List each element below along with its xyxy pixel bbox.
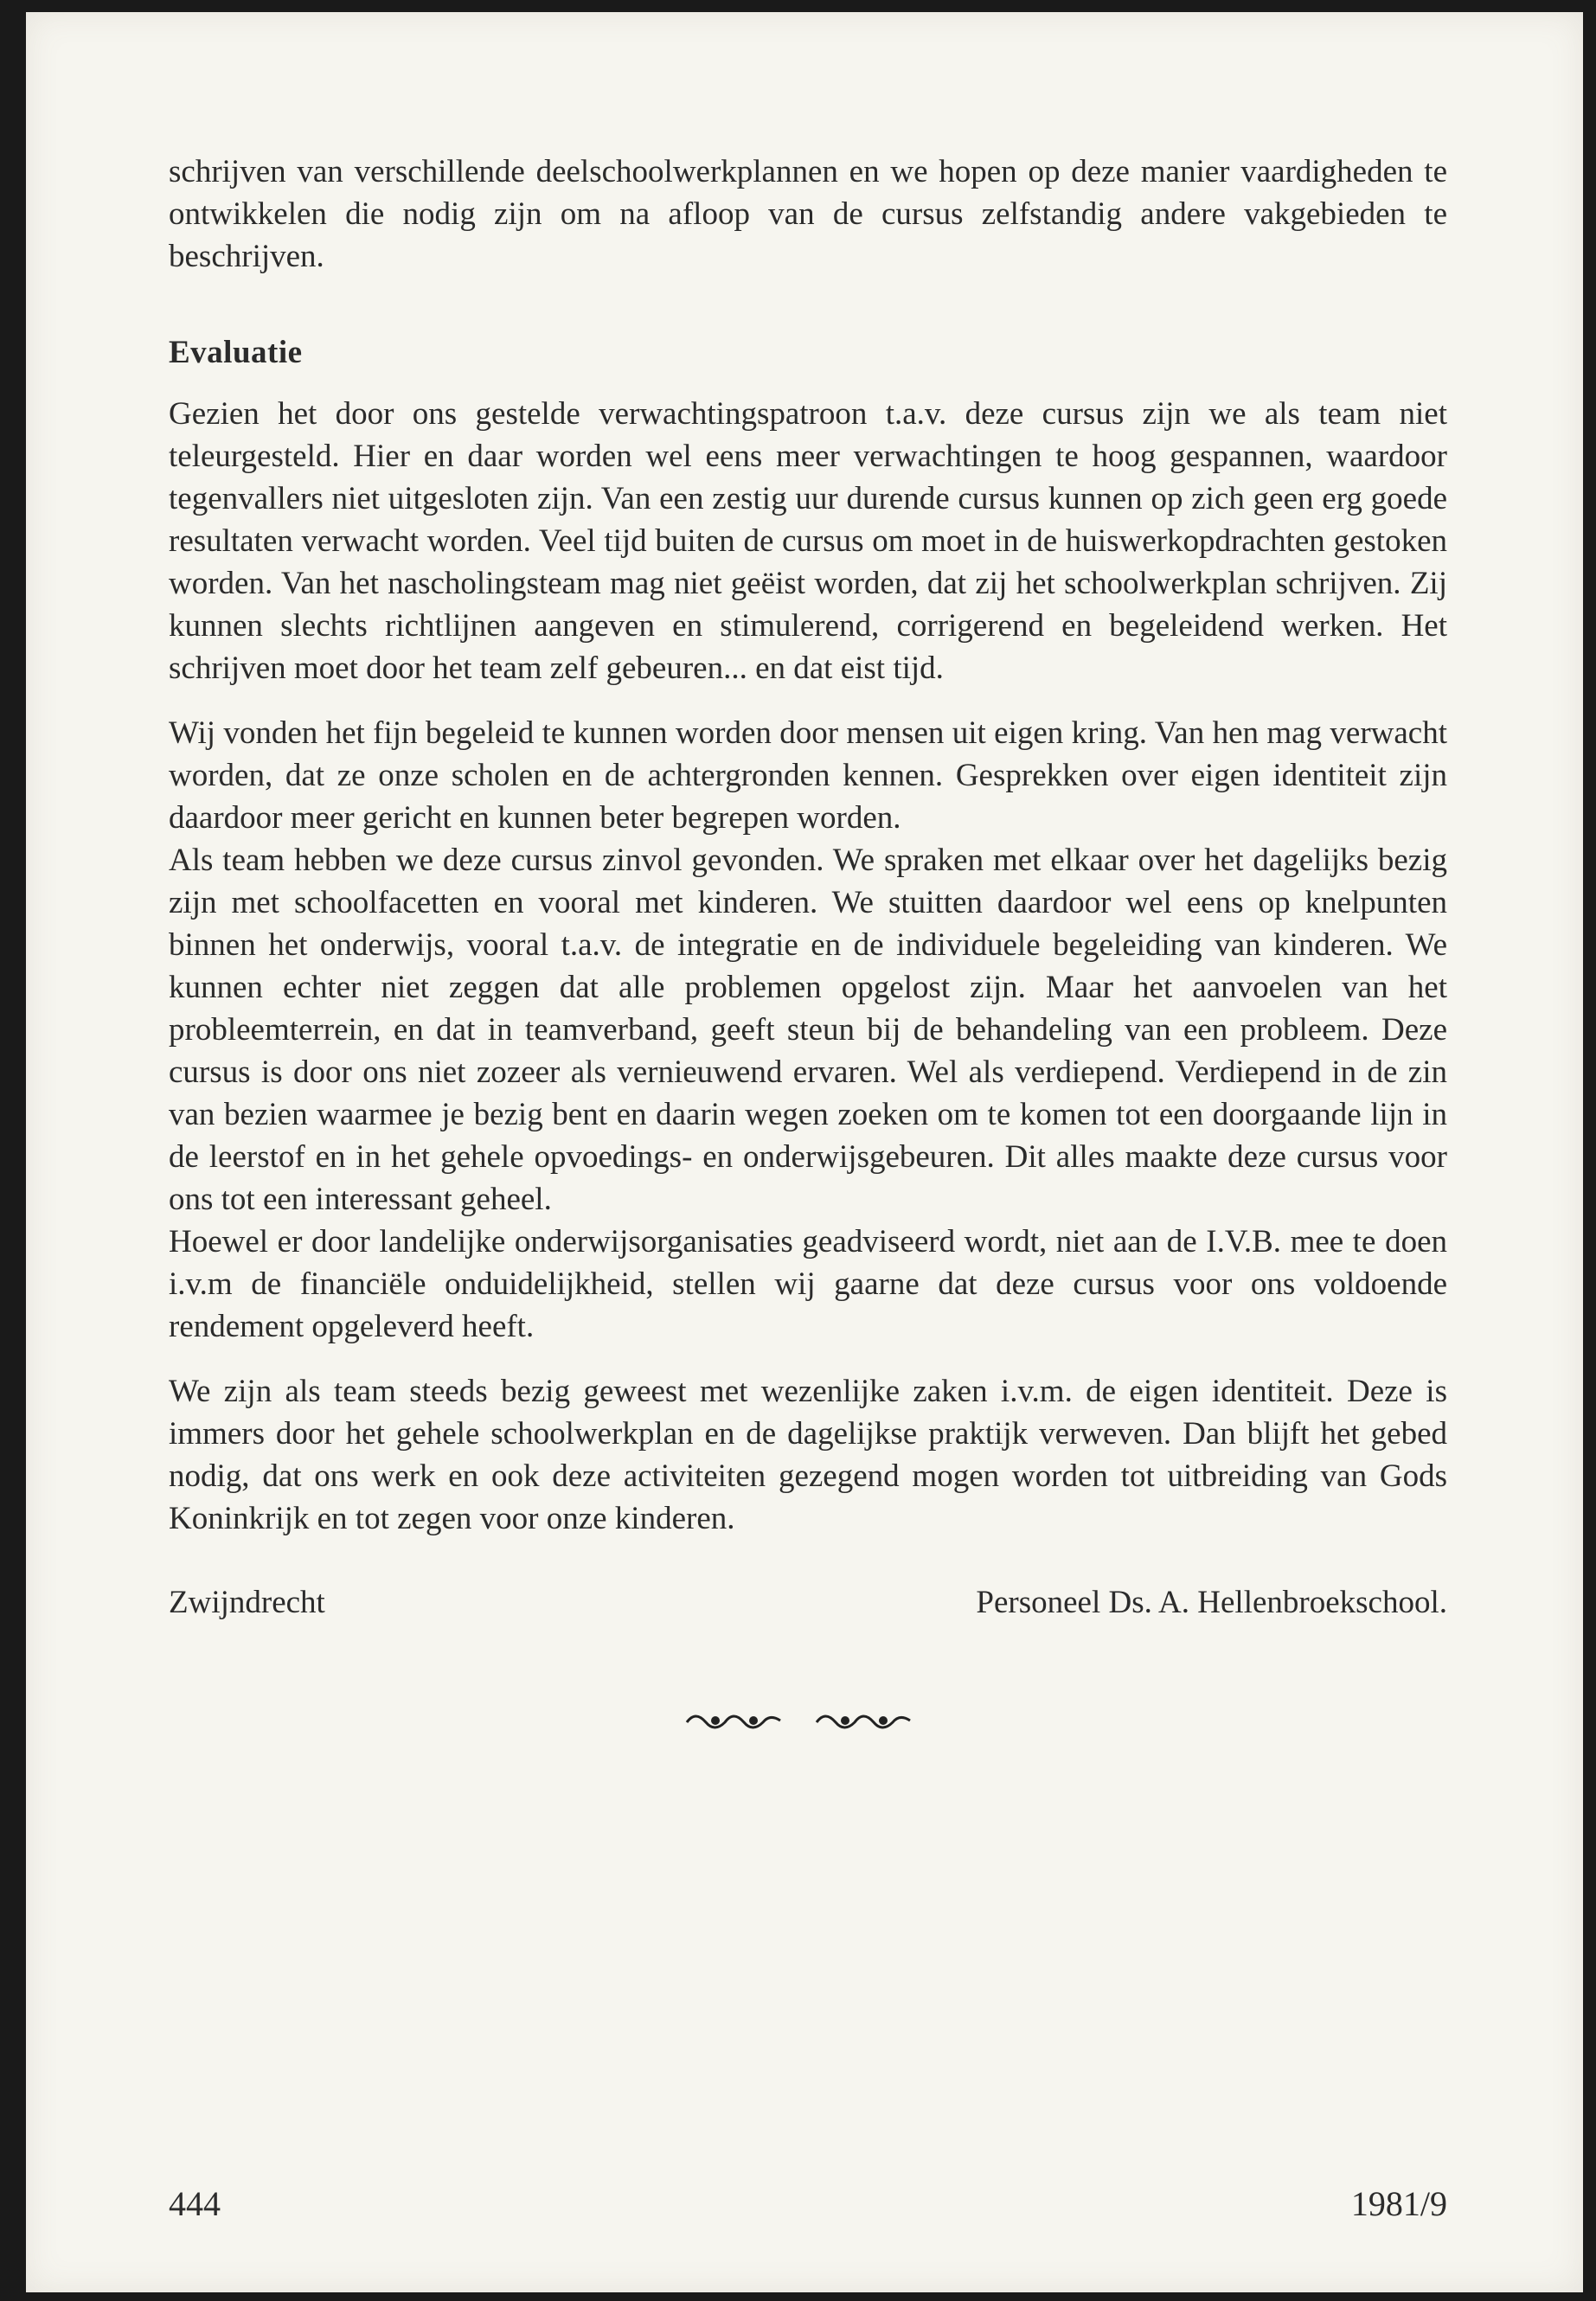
section-heading-evaluatie: Evaluatie — [169, 335, 303, 370]
paragraph-evaluation-2: Wij vonden het fijn begeleid te kunnen worden door mensen uit eigen kring. Van hen mag verwacht worden, dat ze onze scholen en de achtergronden kennen. Gesprekken over eigen identiteit zijn daardoor meer gericht en kunnen beter begrepen worden. — [169, 715, 1447, 836]
paragraph-evaluation-3: Als team hebben we deze cursus zinvol gevonden. We spraken met elkaar over het dagelijks bezig zijn met schoolfacetten en vooral met kinderen. We stuitten daardoor wel eens op knelpunten binnen het onderwijs, vooral t.a.v. de integratie en de individuele begeleiding van kinderen. We kunnen echter niet zeggen dat alle problemen opgelost zijn. Maar het aanvoelen van het probleemterrein, en dat in teamverband, geeft steun bij de behandeling van een probleem. Deze cursus is door ons niet zozeer als vernieuwend ervaren. Wel als verdiepend. Verdiepend in de zin van bezien waarmee je bezig bent en daarin wegen zoeken om te komen tot een doorgaande lijn in de leerstof en in het gehele opvoedings- en onderwijsgebeuren. Dit alles maakte deze cursus voor ons tot een interessant geheel. — [169, 843, 1447, 1217]
paragraph-evaluation-1: Gezien het door ons gestelde verwachtingspatroon t.a.v. deze cursus zijn we als team niet teleurgesteld. Hier en daar worden wel eens meer verwachtingen te hoog gespannen, waardoor tegenvallers niet uitgesloten zijn. Van een zestig uur durende cursus kunnen op zich geen erg goede resultaten verwacht worden. Veel tijd buiten de cursus om moet in de huiswerkopdrachten gestoken worden. Van het nascholingsteam mag niet geëist worden, dat zij het schoolwerkplan schrijven. Zij kunnen slechts richtlijnen aangeven en stimulerend, corrigerend en begeleidend werken. Het schrijven moet door het team zelf gebeuren... en dat eist tijd. — [169, 396, 1447, 686]
paragraph-evaluation-4: Hoewel er door landelijke onderwijsorganisaties geadviseerd wordt, niet aan de I.V.B. mee te doen i.v.m de financiële onduidelijkheid, stellen wij gaarne dat deze cursus voor ons voldoende rendement opgeleverd heeft. — [169, 1224, 1447, 1344]
page-footer — [169, 2183, 1447, 2224]
signature-author: Personeel Ds. A. Hellenbroekschool. — [976, 1585, 1447, 1620]
paragraph-intro: schrijven van verschillende deelschoolwerkplannen en we hopen op deze manier vaardigheden te ontwikkelen die nodig zijn om na afloop van de cursus zelfstandig andere vakgebieden te beschrijven. — [169, 154, 1447, 274]
issue-number: 1981/9 — [1350, 2184, 1447, 2223]
page-number: 444 — [169, 2184, 221, 2223]
body-text — [169, 151, 1447, 1746]
document-page — [26, 12, 1583, 2292]
ornament-divider — [169, 1703, 1447, 1746]
ornament-icon — [678, 1707, 938, 1733]
signature-line — [169, 1581, 1447, 1624]
signature-place: Zwijndrecht — [169, 1585, 325, 1620]
paragraph-evaluation-5: We zijn als team steeds bezig geweest met wezenlijke zaken i.v.m. de eigen identiteit. Deze is immers door het gehele schoolwerkplan en de dagelijkse praktijk verweven. Dan blijft het gebed nodig, dat ons werk en ook deze activiteiten gezegend mogen worden tot uitbreiding van Gods Koninkrijk en tot zegen voor onze kinderen. — [169, 1374, 1447, 1536]
